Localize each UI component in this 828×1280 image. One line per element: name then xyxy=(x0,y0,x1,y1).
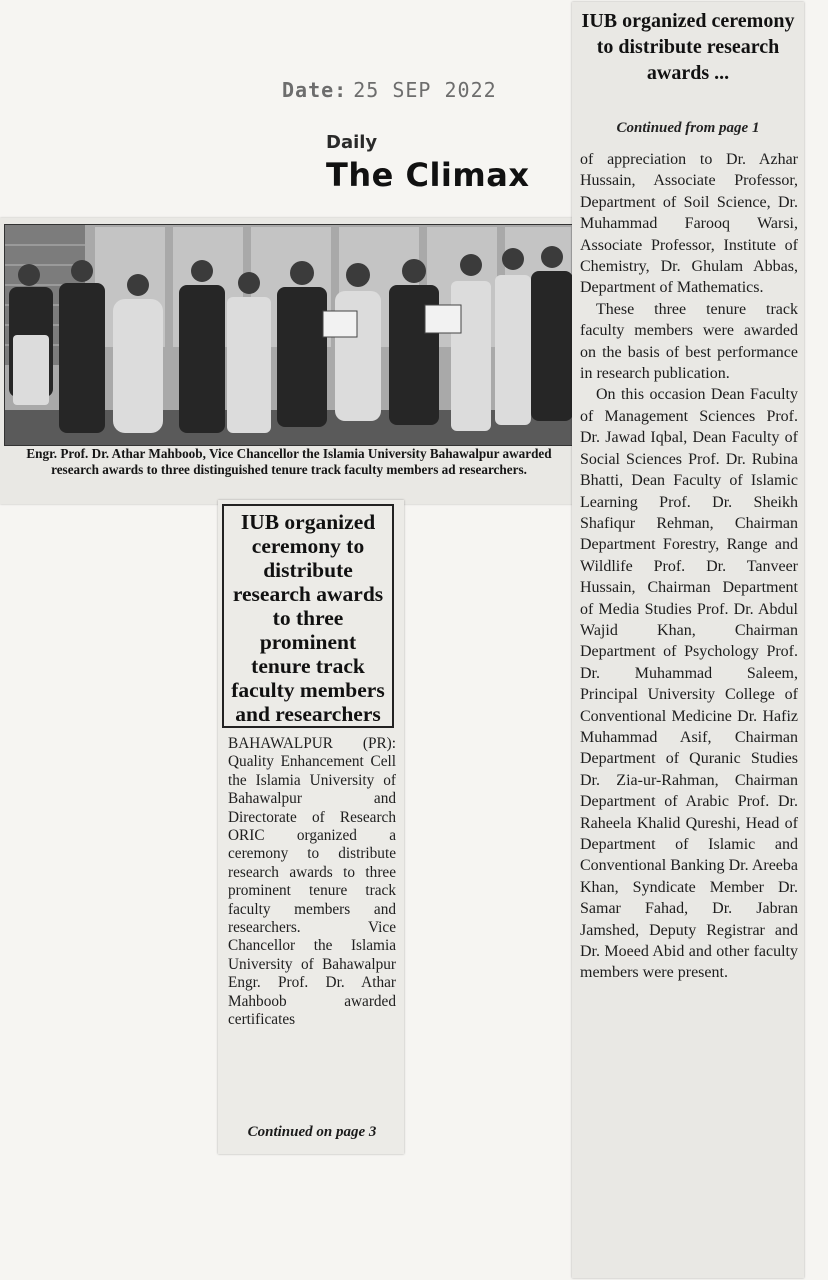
photo-caption: Engr. Prof. Dr. Athar Mahboob, Vice Chancellor the Islamia University Bahawalpur awarded research awards to three distinguished tenure track faculty members ad researchers. xyxy=(26,446,552,477)
date-value: 25 SEP 2022 xyxy=(353,78,497,102)
date-label: Date: xyxy=(282,78,348,102)
main-article-continued-note: Continued on page 3 xyxy=(247,1124,377,1140)
main-article-clipping xyxy=(218,500,404,1154)
newspaper-prefix: Daily xyxy=(326,132,378,153)
continued-article-clipping xyxy=(572,2,804,1278)
group-photo-illustration xyxy=(5,225,573,445)
date-stamp xyxy=(282,78,497,102)
photo-clipping xyxy=(0,218,576,504)
continued-paragraph-3: On this occasion Dean Faculty of Management Sciences Prof. Dr. Jawad Iqbal, Dean Faculty of Social Sciences Prof. Dr. Rubina Bhatti, Dean Faculty of Islamic Learning Prof. Dr. Sheikh Shafiqur Rehman, Chairman Department Forestry, Range and Wildlife Prof. Dr. Tanveer Hussain, Chairman Department of Media Studies Prof. Dr. Abdul Wajid Khan, Chairman Department of Psychology Prof. Dr. Muhammad Saleem, Principal University College of Conventional Medicine Dr. Hafiz Muhammad Asif, Chairman Department of Quranic Studies Dr. Zia-ur-Rahman, Chairman Department of Arabic Prof. Dr. Raheela Khalid Qureshi, Head of Department of Islamic and Conventional Banking Dr. Areeba Khan, Syndicate Member Dr. Samar Fahad, Dr. Jabran Jamshed, Deputy Registrar and Dr. Moeed Abid and other faculty members were present. xyxy=(580,386,798,982)
continued-paragraph-1: of appreciation to Dr. Azhar Hussain, Associate Professor, Department of Soil Science, Dr. Muhammad Farooq Warsi, Associate Professor, Institute of Chemistry, Dr. Ghulam Abbas, Department of Mathematics. xyxy=(580,151,798,297)
continued-article-body xyxy=(580,149,798,984)
main-article-headline: IUB organized ceremony to distribute research awards to three prominent tenure track faculty members and researchers xyxy=(222,504,394,728)
main-article-body: BAHAWALPUR (PR): Quality Enhancement Cell the Islamia University of Bahawalpur and Directorate of Research ORIC organized a ceremony to distribute research awards to three prominent tenure track faculty members and researchers. Vice Chancellor the Islamia University of Bahawalpur Engr. Prof. Dr. Athar Mahboob awarded certificates xyxy=(228,735,396,1029)
continued-paragraph-2: These three tenure track faculty members were awarded on the basis of best performance in research publication. xyxy=(580,300,798,383)
group-photo xyxy=(4,224,574,446)
continued-article-headline: IUB organized ceremony to distribute research awards ... xyxy=(581,10,795,84)
newspaper-name: The Climax xyxy=(326,156,530,194)
continued-from-note: Continued from page 1 xyxy=(616,120,760,136)
